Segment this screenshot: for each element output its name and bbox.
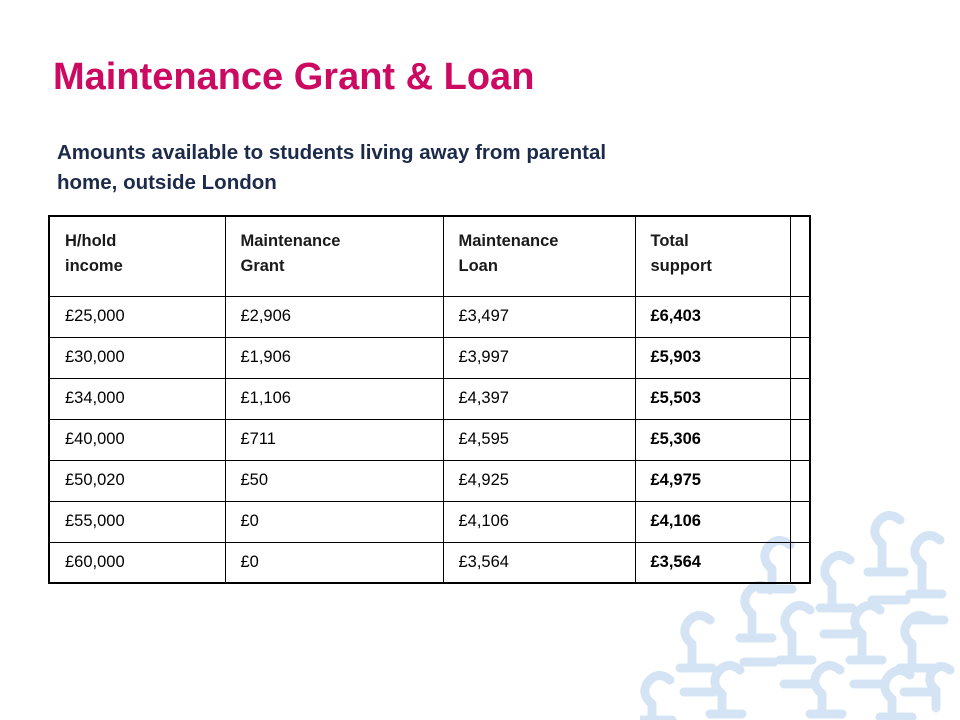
income-cell: £50,020 — [49, 460, 225, 501]
column-header-income — [49, 216, 225, 296]
subtitle-line-2: home, outside London — [57, 171, 277, 194]
column-header-total — [635, 216, 790, 296]
grant-cell: £0 — [225, 501, 443, 542]
support-table — [48, 215, 811, 584]
empty-cell — [790, 419, 810, 460]
subtitle-line-1: Amounts available to students living away from parental — [57, 141, 607, 164]
income-cell: £40,000 — [49, 419, 225, 460]
header-line: Total — [650, 232, 689, 250]
grant-cell: £1,906 — [225, 337, 443, 378]
grant-cell: £50 — [225, 460, 443, 501]
empty-cell — [790, 378, 810, 419]
table-row — [49, 296, 810, 337]
empty-cell — [790, 542, 810, 583]
empty-cell — [790, 337, 810, 378]
income-cell: £34,000 — [49, 378, 225, 419]
total-cell: £5,903 — [635, 337, 790, 378]
loan-cell: £4,595 — [443, 419, 635, 460]
column-header-empty — [790, 216, 810, 296]
income-cell: £60,000 — [49, 542, 225, 583]
total-cell: £5,503 — [635, 378, 790, 419]
income-cell: £55,000 — [49, 501, 225, 542]
loan-cell: £3,564 — [443, 542, 635, 583]
table-row — [49, 378, 810, 419]
header-line: H/hold — [65, 232, 117, 250]
column-header-grant — [225, 216, 443, 296]
empty-cell — [790, 501, 810, 542]
income-cell: £30,000 — [49, 337, 225, 378]
header-line: Grant — [240, 257, 285, 275]
table-row — [49, 460, 810, 501]
loan-cell: £3,497 — [443, 296, 635, 337]
grant-cell: £2,906 — [225, 296, 443, 337]
header-line: Maintenance — [458, 232, 559, 250]
table-row — [49, 419, 810, 460]
subtitle — [57, 138, 817, 198]
page-title: Maintenance Grant & Loan — [53, 56, 535, 98]
table-row — [49, 542, 810, 583]
empty-cell — [790, 460, 810, 501]
loan-cell: £3,997 — [443, 337, 635, 378]
loan-cell: £4,106 — [443, 501, 635, 542]
table-row — [49, 501, 810, 542]
total-cell: £4,975 — [635, 460, 790, 501]
total-cell: £3,564 — [635, 542, 790, 583]
table-row — [49, 337, 810, 378]
header-line: support — [650, 257, 712, 275]
total-cell: £6,403 — [635, 296, 790, 337]
column-header-loan — [443, 216, 635, 296]
total-cell: £5,306 — [635, 419, 790, 460]
grant-cell: £0 — [225, 542, 443, 583]
table-header-row — [49, 216, 810, 296]
income-cell: £25,000 — [49, 296, 225, 337]
loan-cell: £4,925 — [443, 460, 635, 501]
header-line: Loan — [458, 257, 498, 275]
empty-cell — [790, 296, 810, 337]
grant-cell: £1,106 — [225, 378, 443, 419]
header-line: Maintenance — [240, 232, 341, 250]
total-cell: £4,106 — [635, 501, 790, 542]
header-line: income — [65, 257, 123, 275]
grant-cell: £711 — [225, 419, 443, 460]
loan-cell: £4,397 — [443, 378, 635, 419]
